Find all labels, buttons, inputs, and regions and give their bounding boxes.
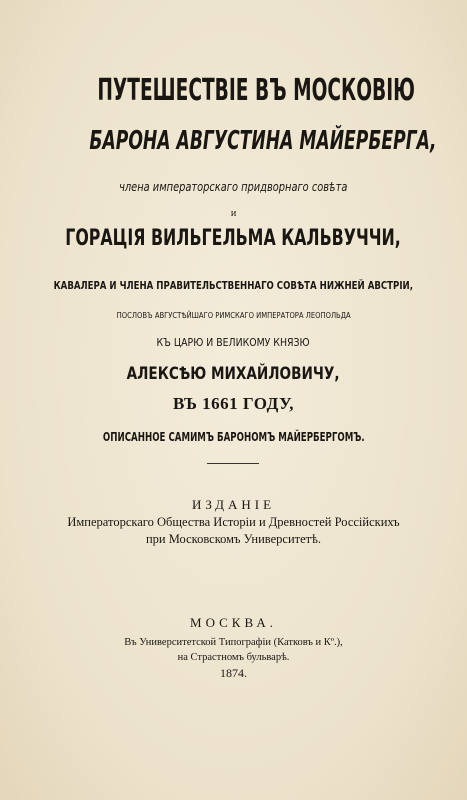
year-line: [0, 395, 467, 412]
title-line-2: [0, 128, 467, 154]
edition-label-text: ИЗДАНІЕ: [191, 497, 276, 512]
imprint-press-text: Въ Университетской Типографіи (Катковъ и Кº.),: [124, 637, 343, 648]
imprint-year: [0, 664, 467, 680]
imprint-year-text: 1874.: [220, 666, 247, 680]
imprint-city-text: МОСКВА.: [190, 615, 277, 630]
title-line-2-text: БАРОНА АВГУСТИНА МАЙЕРБЕРГА,: [89, 126, 437, 156]
author2-role: [0, 276, 467, 292]
society-line: [0, 513, 467, 529]
edition-label: [0, 496, 467, 512]
title-line-1-text: ПУТЕШЕСТВІЕ ВЪ МОСКОВІЮ: [97, 73, 415, 108]
author2-name: [0, 228, 467, 250]
divider-rule: [207, 463, 259, 464]
author1-role: [0, 178, 467, 194]
imprint-city: [0, 614, 467, 630]
university-line-text: при Московскомъ Университетѣ.: [145, 532, 322, 546]
imprint-street: [0, 647, 467, 664]
envoys-line-text: ПОСЛОВЪ АВГУСТѢЙШАГО РИМСКАГО ИМПЕРАТОРА ЛЕОПОЛЬДА: [116, 311, 351, 320]
described-by-line: [0, 428, 467, 444]
to-tsar-line: [0, 333, 467, 349]
tsar-name: [0, 366, 467, 383]
envoys-line: [0, 305, 467, 321]
described-by-text: ОПИСАННОЕ САМИМЪ БАРОНОМЪ МАЙЕРБЕРГОМЪ.: [102, 430, 365, 444]
author2-name-text: ГОРАЦІЯ ВИЛЬГЕЛЬМА КАЛЬВУЧЧИ,: [65, 226, 402, 251]
society-line-text: Императорскаго Общества Исторіи и Древностей Россійскихъ: [67, 515, 400, 529]
university-line: [0, 530, 467, 546]
year-line-text: ВЪ 1661 ГОДУ,: [172, 394, 295, 413]
imprint-street-text: на Страстномъ бульварѣ.: [177, 652, 290, 663]
title-line-1: [0, 73, 467, 108]
to-tsar-text: КЪ ЦАРЮ И ВЕЛИКОМУ КНЯЗЮ: [156, 336, 311, 349]
author1-role-text: члена императорскаго придворнаго совѣта: [119, 180, 348, 194]
conjunction-text: и: [230, 208, 237, 219]
author2-role-text: КАВАЛЕРА И ЧЛЕНА ПРАВИТЕЛЬСТВЕННАГО СОВѢТА НИЖНЕЙ АВСТРІИ,: [53, 279, 414, 292]
tsar-name-text: АЛЕКСѢЮ МИХАЙЛОВИЧУ,: [127, 364, 340, 384]
conjunction: [0, 203, 467, 219]
